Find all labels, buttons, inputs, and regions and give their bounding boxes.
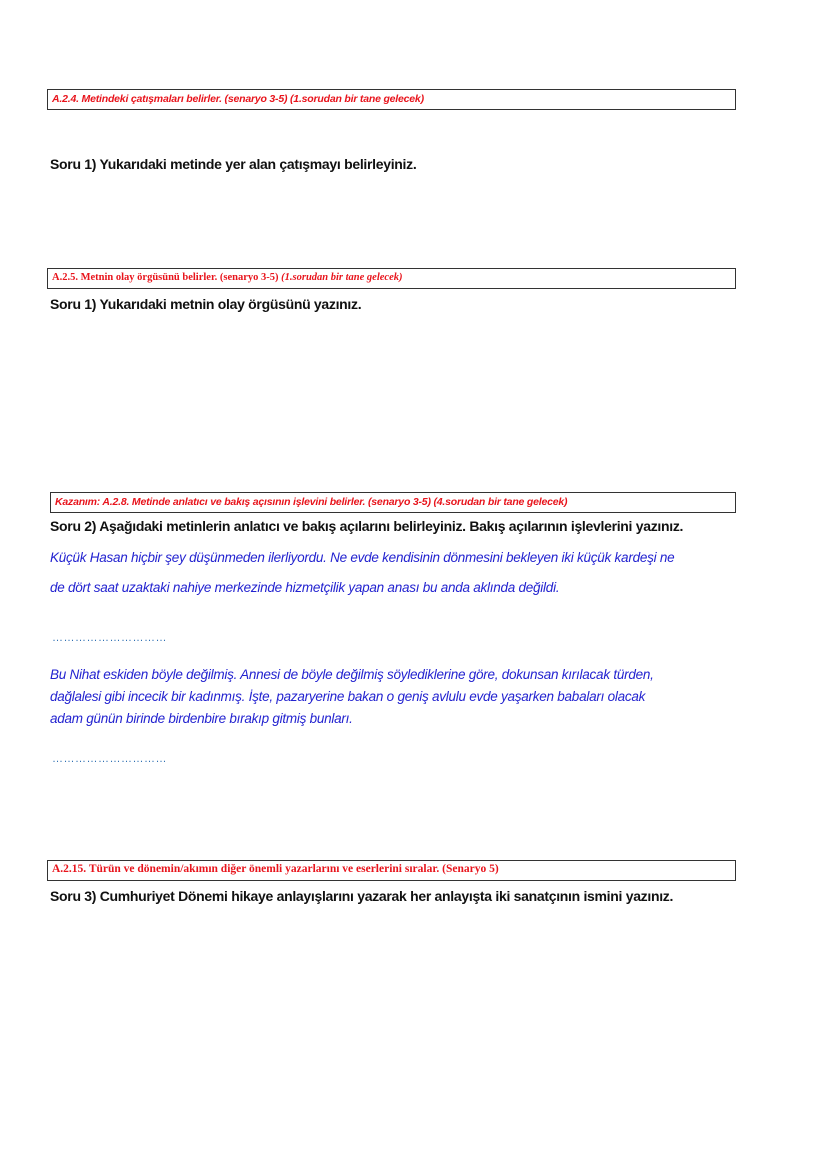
kazanim-text: A.2.4. Metindeki çatışmaları belirler. (senaryo 3-5) (1.sorudan bir tane gelecek): [52, 93, 424, 105]
kazanim-box-a215: [47, 860, 736, 881]
question-2: Soru 2) Aşağıdaki metinlerin anlatıcı ve bakış açılarını belirleyiniz. Bakış açılarının işlevlerini yazınız.: [50, 518, 684, 534]
passage-2-line: adam günün birinde birdenbire bırakıp gitmiş bunları.: [50, 711, 353, 726]
kazanim-main: A.2.5. Metnin olay örgüsünü belirler. (senaryo 3-5): [52, 272, 282, 283]
kazanim-box-a25: [47, 268, 736, 289]
answer-blank: …………………………: [52, 632, 167, 644]
kazanim-text: A.2.15. Türün ve dönemin/akımın diğer önemli yazarlarını ve eserlerini sıralar. (Senaryo 5): [52, 863, 499, 875]
kazanim-note: (1.sorudan bir tane gelecek): [281, 272, 403, 283]
passage-2-line: Bu Nihat eskiden böyle değilmiş. Annesi de böyle değilmiş söylediklerine göre, dokunsan kırılacak türden,: [50, 667, 654, 682]
passage-1-line: de dört saat uzaktaki nahiye merkezinde hizmetçilik yapan anası bu anda aklında değildi.: [50, 580, 560, 595]
question-1-plot: Soru 1) Yukarıdaki metnin olay örgüsünü yazınız.: [50, 296, 362, 312]
passage-1-line: Küçük Hasan hiçbir şey düşünmeden ilerliyordu. Ne evde kendisinin dönmesini bekleyen iki küçük kardeşi ne: [50, 550, 675, 565]
kazanim-box-a24: [47, 89, 736, 110]
passage-2-line: dağlalesi gibi incecik bir kadınmış. İşte, pazaryerine bakan o geniş avlulu evde yaşarken babaları olacak: [50, 689, 646, 704]
question-1-conflict: Soru 1) Yukarıdaki metinde yer alan çatışmayı belirleyiniz.: [50, 156, 417, 172]
kazanim-text: Kazanım: A.2.8. Metinde anlatıcı ve bakış açısının işlevini belirler. (senaryo 3-5) (4.sorudan bir tane gelecek): [55, 496, 568, 508]
kazanim-box-a28: [50, 492, 736, 513]
answer-blank: …………………………: [52, 753, 167, 765]
kazanim-text: [52, 271, 402, 283]
question-3: Soru 3) Cumhuriyet Dönemi hikaye anlayışlarını yazarak her anlayışta iki sanatçının ismini yazınız.: [50, 888, 674, 904]
